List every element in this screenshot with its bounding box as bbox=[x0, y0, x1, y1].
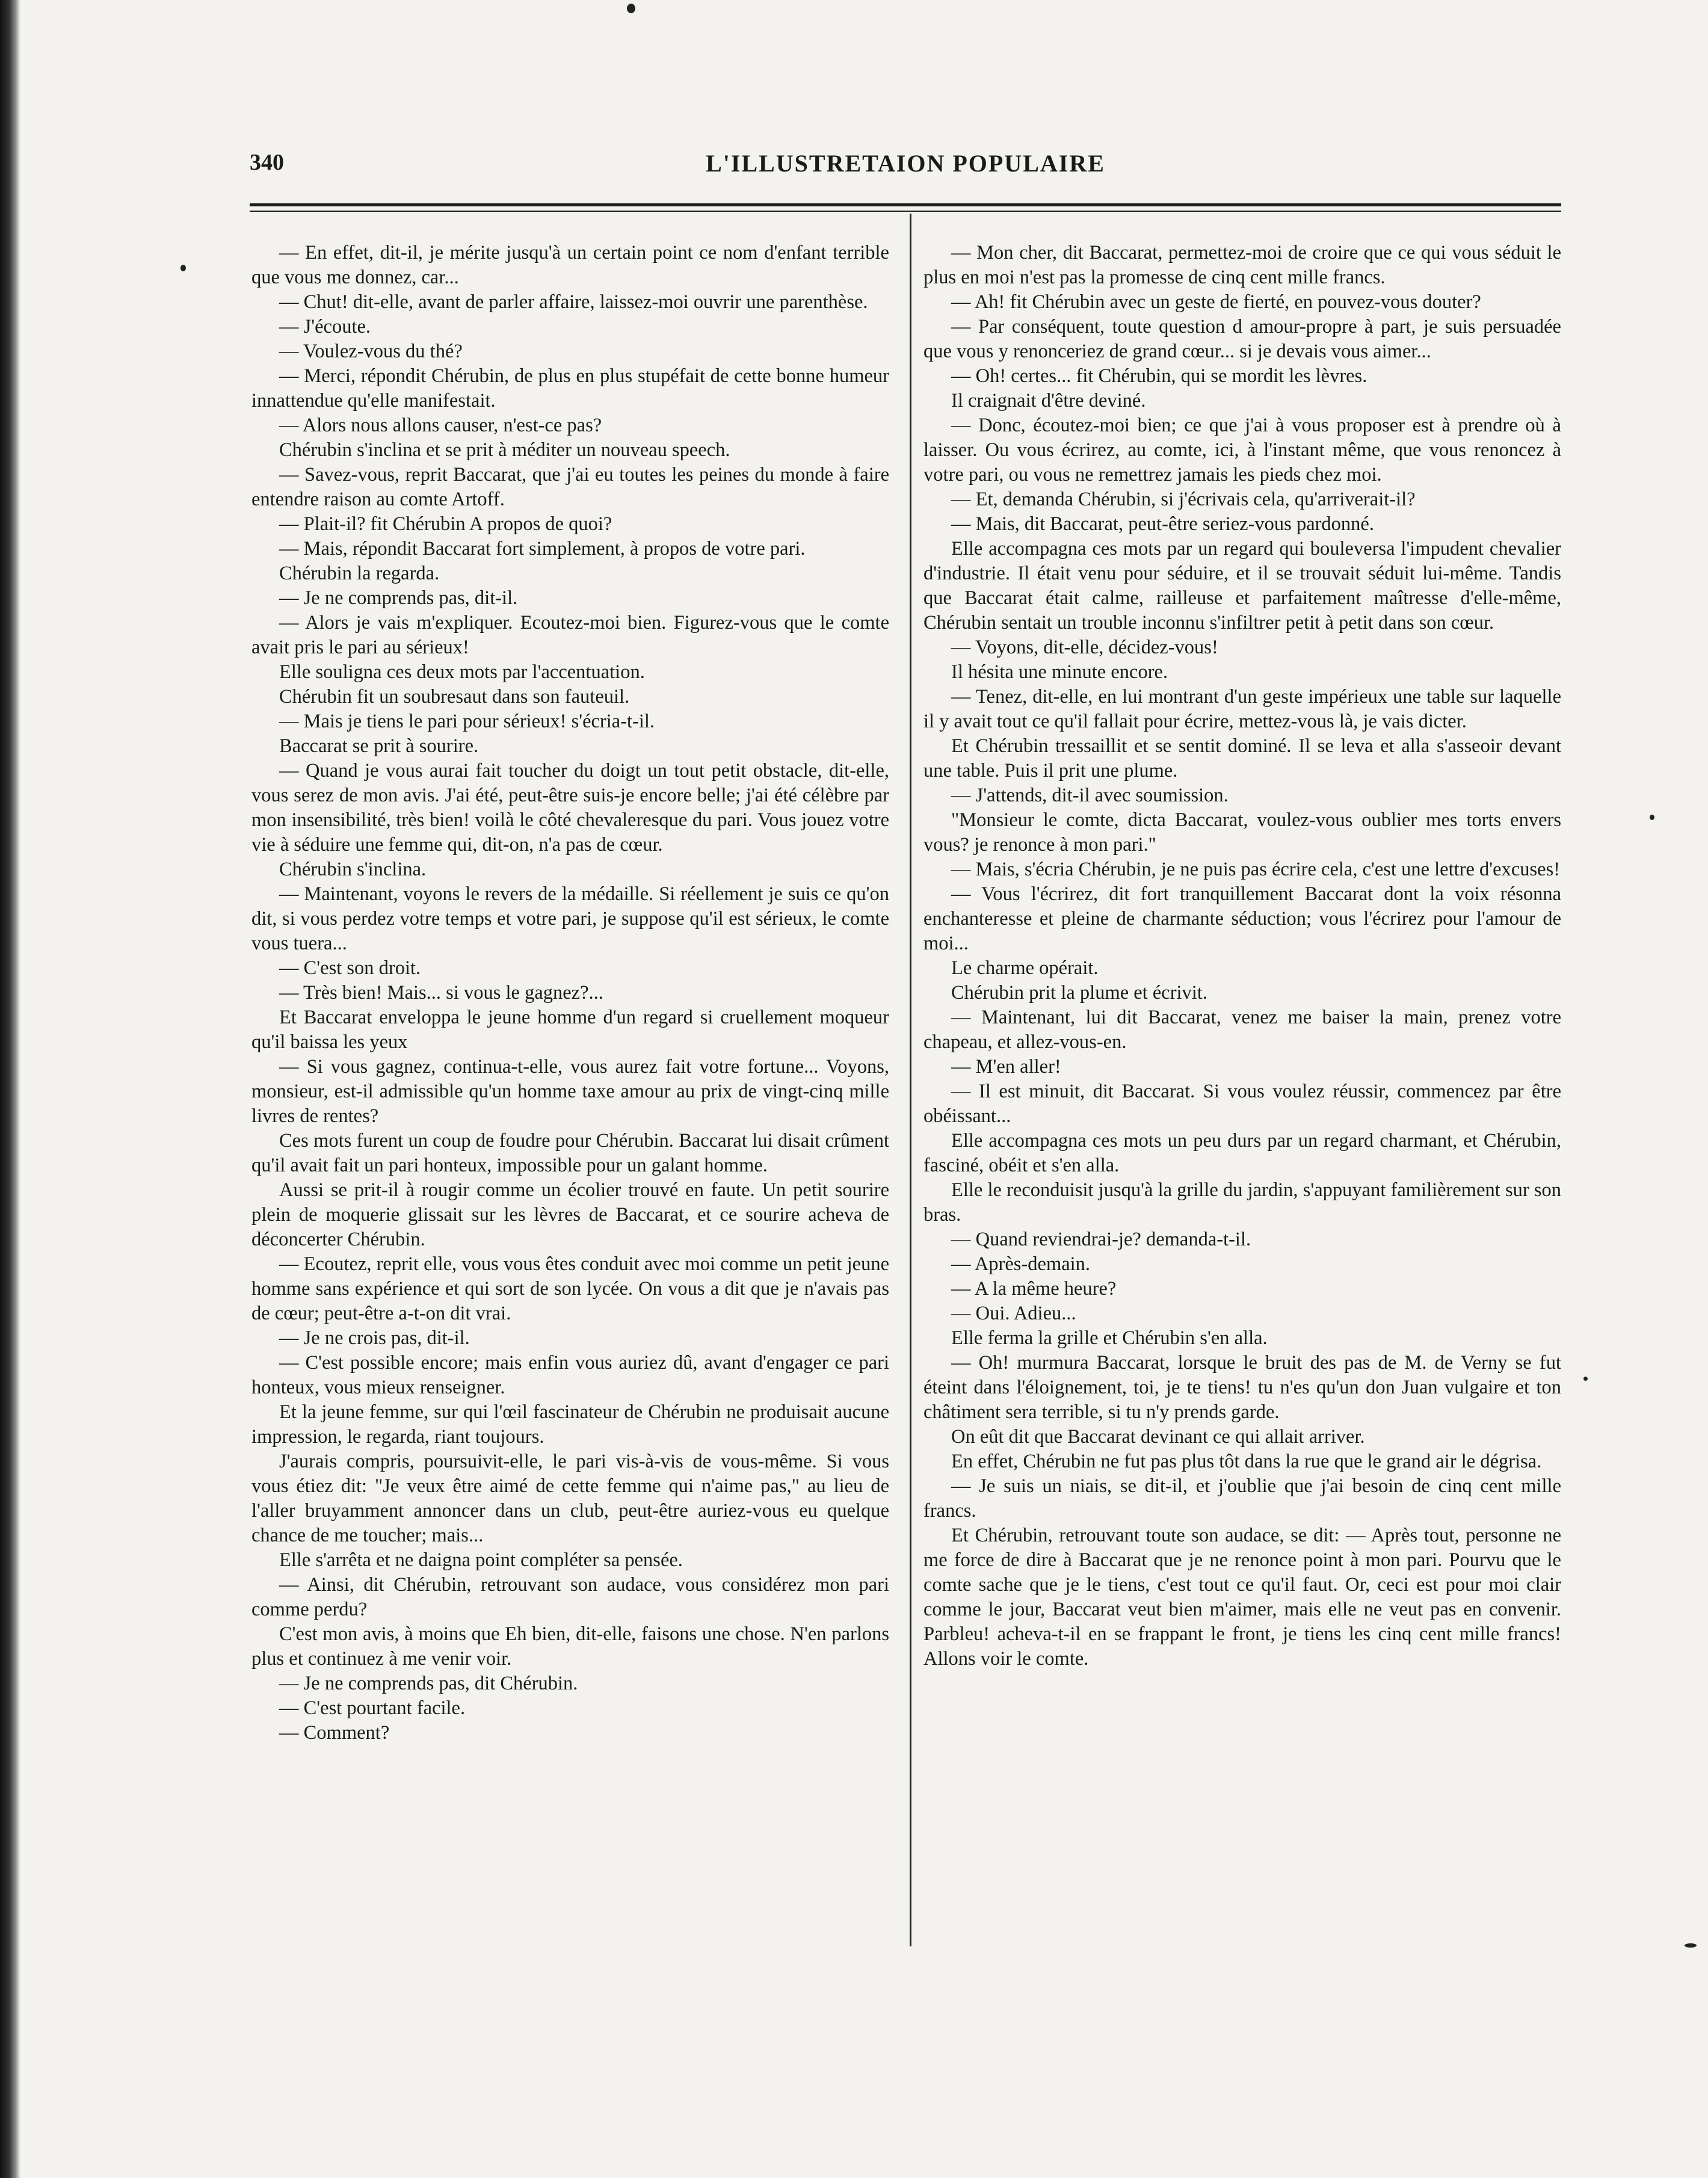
paragraph: — Tenez, dit-elle, en lui montrant d'un geste impérieux une table sur laquelle il y avait tout ce qu'il fallait pour écrire, mettez-vous là, je vais dicter. bbox=[923, 686, 1561, 732]
ink-speck bbox=[1583, 1377, 1588, 1381]
paragraph: Et Baccarat enveloppa le jeune homme d'un regard si cruellement moqueur qu'il baissa les yeux bbox=[251, 1007, 889, 1053]
paragraph: — Voyons, dit-elle, décidez-vous! bbox=[951, 637, 1218, 658]
ink-speck bbox=[180, 265, 186, 271]
paragraph: — Quand reviendrai-je? demanda-t-il. bbox=[951, 1229, 1251, 1250]
paragraph: Elle souligna ces deux mots par l'accentuation. bbox=[279, 661, 645, 683]
paragraph: Chérubin prit la plume et écrivit. bbox=[951, 982, 1207, 1004]
paragraph: — A la même heure? bbox=[951, 1278, 1117, 1300]
paragraph: — J'écoute. bbox=[279, 316, 371, 338]
paragraph: — Par conséquent, toute question d amour-propre à part, je suis persuadée que vous y renonceriez de grand cœur... si je devais vous aimer... bbox=[923, 316, 1561, 362]
paragraph: — Comment? bbox=[279, 1722, 390, 1744]
paragraph: — Vous l'écrirez, dit fort tranquillement Baccarat dont la voix résonna enchanteresse et pleine de charmante séduction; vous l'écrirez pour l'amour de moi... bbox=[923, 883, 1561, 954]
ink-speck bbox=[1650, 815, 1654, 820]
paragraph: — Oh! certes... fit Chérubin, qui se mordit les lèvres. bbox=[951, 365, 1367, 387]
paragraph: — Plait-il? fit Chérubin A propos de quoi? bbox=[279, 513, 612, 535]
paragraph: — Mon cher, dit Baccarat, permettez-moi de croire que ce qui vous séduit le plus en moi n'est pas la promesse de cinq cent mille francs. bbox=[923, 242, 1561, 288]
page-header bbox=[250, 149, 1561, 183]
paragraph: — En effet, dit-il, je mérite jusqu'à un certain point ce nom d'enfant terrible que vous me donnez, car... bbox=[251, 242, 889, 288]
paragraph: Et la jeune femme, sur qui l'œil fascinateur de Chérubin ne produisait aucune impression, le regarda, riant toujours. bbox=[251, 1401, 889, 1448]
paragraph: Il craignait d'être deviné. bbox=[951, 390, 1146, 412]
ink-speck bbox=[1685, 1943, 1697, 1948]
paragraph: — Alors nous allons causer, n'est-ce pas? bbox=[279, 415, 602, 436]
paragraph: — M'en aller! bbox=[951, 1056, 1061, 1078]
paragraph: En effet, Chérubin ne fut pas plus tôt dans la rue que le grand air le dégrisa. bbox=[951, 1451, 1542, 1472]
paragraph: — C'est pourtant facile. bbox=[279, 1697, 466, 1719]
paragraph: J'aurais compris, poursuivit-elle, le pari vis-à-vis de vous-même. Si vous vous étiez dit: "Je veux être aimé de cette femme qui n'aime pas," au lieu de l'aller bruyamment annoncer dans un club, peut-être auriez-vous eu quelque chance de me toucher; mais... bbox=[251, 1451, 889, 1546]
paragraph: Le charme opérait. bbox=[951, 957, 1099, 979]
right-column bbox=[923, 241, 1561, 1671]
paragraph: — Mais, répondit Baccarat fort simplement, à propos de votre pari. bbox=[279, 538, 806, 560]
paragraph: Ces mots furent un coup de foudre pour Chérubin. Baccarat lui disait crûment qu'il avait fait un pari honteux, impossible pour un galant homme. bbox=[251, 1130, 889, 1176]
paragraph: — Et, demanda Chérubin, si j'écrivais cela, qu'arriverait-il? bbox=[951, 489, 1416, 510]
paragraph: — Alors je vais m'expliquer. Ecoutez-moi bien. Figurez-vous que le comte avait pris le pari au sérieux! bbox=[251, 612, 889, 658]
paragraph: Et Chérubin tressaillit et se sentit dominé. Il se leva et alla s'asseoir devant une table. Puis il prit une plume. bbox=[923, 735, 1561, 782]
paragraph: Et Chérubin, retrouvant toute son audace, se dit: — Après tout, personne ne me force de dire à Baccarat que je ne renonce point à mon pari. Pourvu que le comte sache que je le tiens, c'est tout ce qu'il faut. Or, ceci est pour moi clair comme le jour, Baccarat veut bien m'aimer, mais elle ne veut pas en convenir. Parbleu! acheva-t-il en se frappant le front, je tiens les cinq cent mille francs! Allons voir le comte. bbox=[923, 1525, 1561, 1670]
paragraph: — Donc, écoutez-moi bien; ce que j'ai à vous proposer est à prendre où à laisser. Ou vous écrirez, au comte, ici, à l'instant même, que vous renoncez à votre pari, ou vous ne remettrez jamais les pieds chez moi. bbox=[923, 415, 1561, 486]
paragraph: Chérubin s'inclina et se prit à méditer un nouveau speech. bbox=[279, 439, 730, 461]
paragraph: "Monsieur le comte, dicta Baccarat, voulez-vous oublier mes torts envers vous? je renonce à mon pari." bbox=[923, 809, 1561, 856]
paragraph: — Ah! fit Chérubin avec un geste de fierté, en pouvez-vous douter? bbox=[951, 291, 1481, 313]
running-title: L'ILLUSTRETAION POPULAIRE bbox=[706, 150, 1105, 177]
header-rule-thin bbox=[250, 211, 1561, 212]
paragraph: Elle le reconduisit jusqu'à la grille du jardin, s'appuyant familièrement sur son bras. bbox=[923, 1179, 1561, 1226]
paragraph: — Je ne crois pas, dit-il. bbox=[279, 1327, 470, 1349]
paragraph: — Oh! murmura Baccarat, lorsque le bruit des pas de M. de Verny se fut éteint dans l'éloignement, toi, je te tiens! tu n'es qu'un don Juan vulgaire et ton châtiment sera terrible, si tu n'y prends garde. bbox=[923, 1352, 1561, 1423]
binding-edge bbox=[0, 0, 20, 2178]
paragraph: — Oui. Adieu... bbox=[951, 1303, 1076, 1324]
paragraph: — Je ne comprends pas, dit-il. bbox=[279, 587, 518, 609]
page-number: 340 bbox=[250, 150, 284, 175]
paragraph: Elle s'arrêta et ne daigna point compléter sa pensée. bbox=[279, 1549, 683, 1571]
paragraph: C'est mon avis, à moins que Eh bien, dit-elle, faisons une chose. N'en parlons plus et continuez à me venir voir. bbox=[251, 1623, 889, 1670]
paragraph: — Merci, répondit Chérubin, de plus en plus stupéfait de cette bonne humeur innattendue qu'elle manifestait. bbox=[251, 365, 889, 412]
paragraph: Chérubin s'inclina. bbox=[279, 859, 427, 880]
paragraph: — Savez-vous, reprit Baccarat, que j'ai eu toutes les peines du monde à faire entendre raison au comte Artoff. bbox=[251, 464, 889, 510]
paragraph: — Mais, s'écria Chérubin, je ne puis pas écrire cela, c'est une lettre d'excuses! bbox=[951, 859, 1561, 880]
ink-speck bbox=[627, 4, 635, 13]
paragraph: — Maintenant, lui dit Baccarat, venez me baiser la main, prenez votre chapeau, et allez-vous-en. bbox=[923, 1007, 1561, 1053]
header-rule-thick bbox=[250, 203, 1561, 206]
paragraph: Elle accompagna ces mots par un regard qui bouleversa l'impudent chevalier d'industrie. Il était venu pour séduire, et il se trouvait séduit lui-même. Tandis que Baccarat était calme, railleuse et parfaitement maîtresse d'elle-même, Chérubin sentait un trouble inconnu s'infiltrer petit à petit dans son cœur. bbox=[923, 538, 1561, 634]
paragraph: — Mais, dit Baccarat, peut-être seriez-vous pardonné. bbox=[951, 513, 1374, 535]
paragraph: — J'attends, dit-il avec soumission. bbox=[951, 785, 1229, 806]
paragraph: Baccarat se prit à sourire. bbox=[279, 735, 479, 757]
left-column bbox=[251, 241, 889, 1745]
paragraph: — Mais je tiens le pari pour sérieux! s'écria-t-il. bbox=[279, 711, 655, 732]
paragraph: Il hésita une minute encore. bbox=[951, 661, 1168, 683]
column-divider bbox=[910, 214, 911, 1946]
paragraph: Elle ferma la grille et Chérubin s'en alla. bbox=[951, 1327, 1268, 1349]
paragraph: — Quand je vous aurai fait toucher du doigt un tout petit obstacle, dit-elle, vous serez de mon avis. J'ai été, peut-être suis-je encore belle; j'ai été célèbre par mon insensibilité, très bien! voilà le côté chevaleresque du pari. Vous jouez votre vie à séduire une femme qui, dit-on, n'a pas de cœur. bbox=[251, 760, 889, 856]
paragraph: Chérubin la regarda. bbox=[279, 563, 440, 584]
paragraph: — C'est possible encore; mais enfin vous auriez dû, avant d'engager ce pari honteux, vous mieux renseigner. bbox=[251, 1352, 889, 1398]
paragraph: — Voulez-vous du thé? bbox=[279, 341, 463, 362]
paragraph: — Après-demain. bbox=[951, 1253, 1091, 1275]
paragraph: Chérubin fit un soubresaut dans son fauteuil. bbox=[279, 686, 630, 708]
paragraph: — Ecoutez, reprit elle, vous vous êtes conduit avec moi comme un petit jeune homme sans expérience et qui sort de son lycée. On vous a dit que je n'avais pas de cœur; peut-être a-t-on dit vrai. bbox=[251, 1253, 889, 1324]
paragraph: Elle accompagna ces mots un peu durs par un regard charmant, et Chérubin, fasciné, obéit et s'en alla. bbox=[923, 1130, 1561, 1176]
paragraph: — Ainsi, dit Chérubin, retrouvant son audace, vous considérez mon pari comme perdu? bbox=[251, 1574, 889, 1620]
paragraph: — Si vous gagnez, continua-t-elle, vous aurez fait votre fortune... Voyons, monsieur, est-il admissible qu'un homme taxe amour au prix de vingt-cinq mille livres de rentes? bbox=[251, 1056, 889, 1127]
paragraph: — Il est minuit, dit Baccarat. Si vous voulez réussir, commencez par être obéissant... bbox=[923, 1081, 1561, 1127]
paragraph: — Très bien! Mais... si vous le gagnez?... bbox=[279, 982, 603, 1004]
paragraph: — Maintenant, voyons le revers de la médaille. Si réellement je suis ce qu'on dit, si vous perdez votre temps et votre pari, je suppose qu'il est sérieux, le comte vous tuera... bbox=[251, 883, 889, 954]
paragraph: Aussi se prit-il à rougir comme un écolier trouvé en faute. Un petit sourire plein de moquerie glissait sur les lèvres de Baccarat, et ce sourire acheva de déconcerter Chérubin. bbox=[251, 1179, 889, 1250]
paragraph: — Je ne comprends pas, dit Chérubin. bbox=[279, 1673, 578, 1694]
paragraph: — Je suis un niais, se dit-il, et j'oublie que j'ai besoin de cinq cent mille francs. bbox=[923, 1475, 1561, 1522]
paragraph: On eût dit que Baccarat devinant ce qui allait arriver. bbox=[951, 1426, 1365, 1448]
paragraph: — C'est son droit. bbox=[279, 957, 421, 979]
paragraph: — Chut! dit-elle, avant de parler affaire, laissez-moi ouvrir une parenthèse. bbox=[279, 291, 868, 313]
